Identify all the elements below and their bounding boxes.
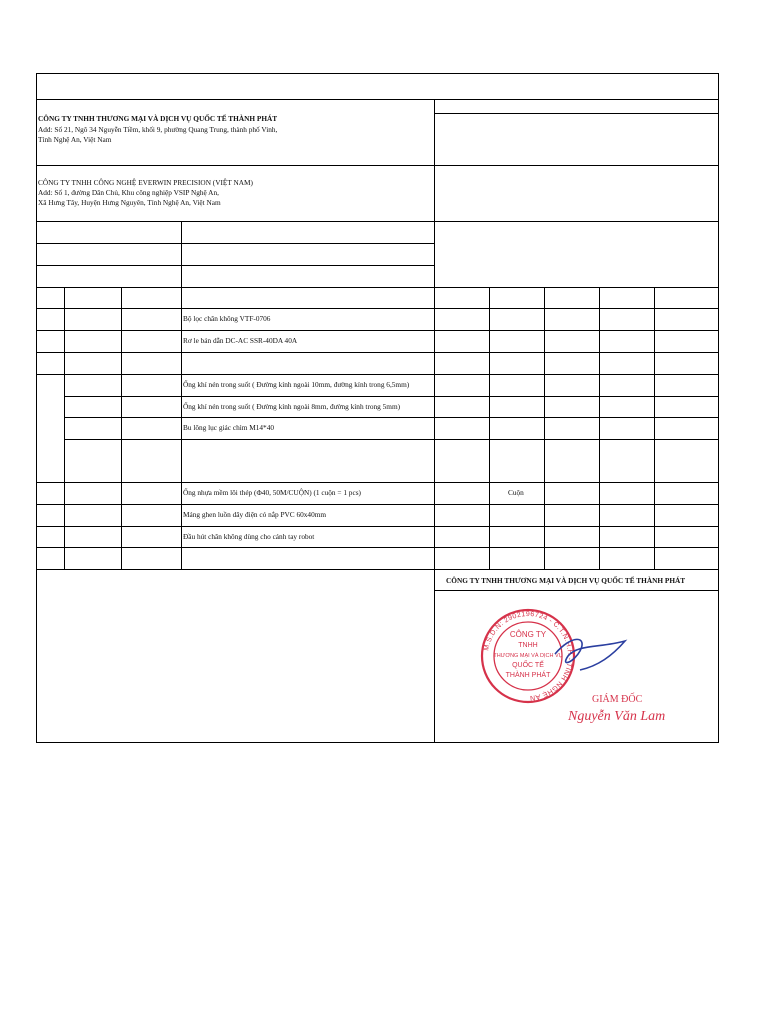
row-line bbox=[36, 330, 719, 331]
row-line bbox=[36, 165, 719, 166]
row-line bbox=[434, 590, 719, 591]
column-line bbox=[489, 287, 490, 569]
item-name: Bu lông lục giác chìm M14*40 bbox=[183, 423, 274, 432]
stamp-line: THƯƠNG MẠI VÀ DỊCH VỤ bbox=[493, 653, 563, 659]
column-line bbox=[434, 99, 435, 743]
item-name: Máng ghen luồn dây điện có nắp PVC 60x40mm bbox=[183, 510, 327, 519]
column-line bbox=[654, 287, 655, 569]
row-line bbox=[64, 396, 719, 397]
buyer-address: Xã Hưng Tây, Huyện Hưng Nguyên, Tỉnh Nghệ An, Việt Nam bbox=[38, 198, 221, 207]
row-line bbox=[36, 482, 719, 483]
row-line bbox=[36, 99, 719, 100]
buyer-name: CÔNG TY TNHH CÔNG NGHỆ EVERWIN PRECISION (VIỆT NAM) bbox=[38, 178, 253, 187]
stamp-line: TNHH bbox=[518, 642, 538, 649]
buyer-address: Add: Số 1, đường Dân Chủ, Khu công nghiệp VSIP Nghệ An, bbox=[38, 188, 219, 197]
stamp-line: QUỐC TẾ bbox=[512, 662, 544, 669]
row-line bbox=[36, 308, 719, 309]
item-name: Rơ le bán dẫn DC-AC SSR-40DA 40A bbox=[183, 336, 298, 345]
item-name: Ống khí nén trong suốt ( Đường kính ngoài 10mm, đường kính trong 6,5mm) bbox=[183, 380, 410, 389]
company-stamp bbox=[460, 596, 720, 741]
column-line bbox=[181, 221, 182, 569]
row-line bbox=[36, 221, 719, 222]
row-line bbox=[36, 504, 719, 505]
signature-title: GIÁM ĐỐC bbox=[592, 694, 643, 705]
stamp-seal bbox=[482, 610, 574, 702]
item-name: Ống nhựa mềm lõi thép (Φ40, 50M/CUỘN) (1 cuộn = 1 pcs) bbox=[183, 488, 361, 497]
column-line bbox=[544, 287, 545, 569]
item-name: Bộ lọc chân không VTF-0706 bbox=[183, 314, 271, 323]
row-line bbox=[36, 569, 719, 570]
item-name: Đầu hút chân không dùng cho cánh tay robot bbox=[183, 532, 315, 541]
row-line bbox=[36, 265, 434, 266]
row-line bbox=[36, 243, 434, 244]
row-line bbox=[36, 547, 719, 548]
column-line bbox=[64, 287, 65, 569]
seller-name: CÔNG TY TNHH THƯƠNG MẠI VÀ DỊCH VỤ QUỐC TẾ THÀNH PHÁT bbox=[38, 114, 278, 123]
stamp-ring-text: M.S.D.N: 2902196724 - C.T.N.H.H - TỈNH NGHỆ AN bbox=[483, 610, 574, 702]
item-unit: Cuộn bbox=[508, 488, 524, 497]
seller-address: Tỉnh Nghệ An, Việt Nam bbox=[38, 135, 112, 144]
row-line bbox=[64, 439, 719, 440]
item-name: Ống khí nén trong suốt ( Đường kính ngoài 8mm, đường kính trong 5mm) bbox=[183, 402, 401, 411]
row-line bbox=[36, 526, 719, 527]
column-line bbox=[599, 287, 600, 569]
signature-company: CÔNG TY TNHH THƯƠNG MẠI VÀ DỊCH VỤ QUỐC TẾ THÀNH PHÁT bbox=[446, 576, 686, 585]
seller-address: Add: Số 21, Ngõ 34 Nguyễn Tiềm, khối 9, phường Quang Trung, thành phố Vinh, bbox=[38, 125, 278, 134]
signer-name: Nguyễn Văn Lam bbox=[568, 709, 666, 724]
row-line bbox=[434, 113, 719, 114]
row-line bbox=[64, 417, 719, 418]
row-line bbox=[36, 352, 719, 353]
stamp-line: CÔNG TY bbox=[509, 630, 547, 639]
column-line bbox=[121, 287, 122, 569]
row-line bbox=[36, 374, 719, 375]
row-line bbox=[36, 287, 719, 288]
stamp-line: THÀNH PHÁT bbox=[505, 672, 551, 679]
